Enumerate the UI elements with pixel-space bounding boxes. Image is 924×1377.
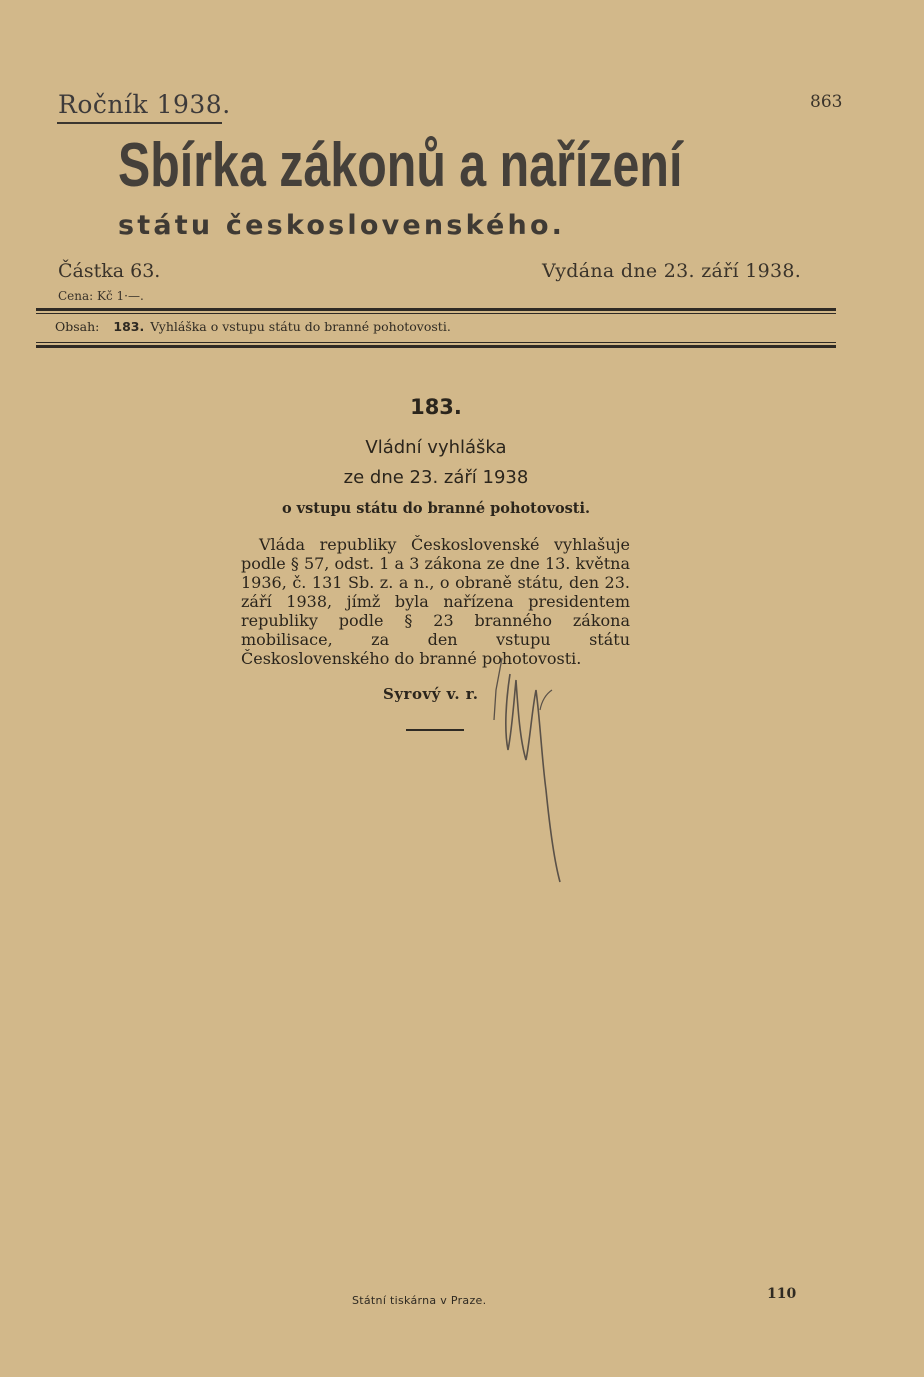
signature-rule (406, 729, 464, 731)
decree-date: ze dne 23. září 1938 (343, 467, 529, 488)
contents-number: 183. (113, 319, 145, 334)
contents-top-rule (36, 308, 836, 311)
volume-underline (57, 122, 222, 124)
decree-subject: o vstupu státu do branné pohotovosti. (281, 500, 591, 517)
contents-line (55, 319, 451, 334)
decree-title: Vládní vyhláška (365, 437, 507, 458)
contents-text: Vyhláška o vstupu státu do branné pohotovosti. (150, 319, 451, 334)
handwritten-signature (480, 650, 580, 890)
sheet-number: 110 (767, 1286, 797, 1302)
decree-body: Vláda republiky Československé vyhlašuje podle § 57, odst. 1 a 3 zákona ze dne 13. května 1936, č. 131 Sb. z. a n., o obraně státu, den 23. září 1938, jímž byla nařízena presidentem republiky podle § 23 branného zákona mobilisace, za den vstupu státu Československého do branné pohotovosti. (241, 535, 630, 668)
issue-number: Částka 63. (58, 260, 161, 282)
issued-date: Vydána dne 23. září 1938. (542, 260, 802, 282)
volume-year: Ročník 1938. (58, 90, 231, 119)
signer-name: Syrový v. r. (383, 685, 479, 703)
printer-imprint: Státní tiskárna v Praze. (352, 1294, 487, 1307)
contents-bottom-rule-thin (36, 342, 836, 343)
gazette-subtitle: státu československého. (118, 210, 566, 241)
contents-bottom-rule (36, 345, 836, 348)
decree-number: 183. (410, 395, 462, 419)
price: Cena: Kč 1·—. (58, 289, 144, 303)
page-number: 863 (810, 92, 843, 112)
contents-top-rule-thin (36, 313, 836, 314)
contents-label: Obsah: (55, 319, 100, 334)
gazette-title: Sbírka zákonů a nařízení (118, 131, 683, 200)
